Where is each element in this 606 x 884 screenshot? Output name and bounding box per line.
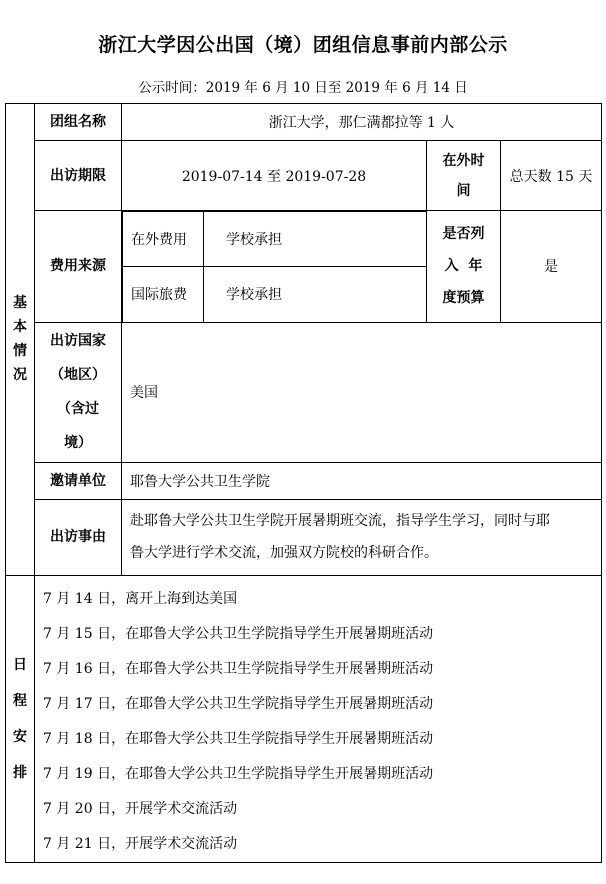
abroad-cost-label: 在外费用	[123, 212, 204, 267]
purpose-line-2: 鲁大学进行学术交流，加强双方院校的科研合作。	[130, 545, 438, 561]
inviter-label: 邀请单位	[35, 462, 122, 499]
abroad-time-value: 总天数 15 天	[501, 141, 602, 211]
period-value: 2019-07-14 至 2019-07-28	[122, 141, 427, 211]
travel-cost-value: 学校承担	[204, 267, 427, 322]
purpose-label: 出访事由	[35, 499, 122, 575]
row-country	[6, 322, 602, 462]
row-schedule	[6, 575, 602, 862]
row-inviter	[6, 462, 602, 499]
country-label: 出访国家 （地区） （含过 境）	[35, 322, 122, 462]
row-purpose	[6, 499, 602, 575]
group-name-value: 浙江大学，那仁满都拉等 1 人	[122, 104, 602, 141]
schedule-item: 7 月 21 日，开展学术交流活动	[43, 835, 238, 852]
country-value: 美国	[122, 322, 602, 462]
schedule-item: 7 月 17 日，在耶鲁大学公共卫生学院指导学生开展暑期班活动	[43, 695, 434, 712]
schedule-item: 7 月 15 日，在耶鲁大学公共卫生学院指导学生开展暑期班活动	[43, 625, 434, 642]
row-group	[6, 104, 602, 141]
info-table	[5, 103, 602, 863]
section-schedule-label: 日 程 安 排	[6, 575, 35, 862]
schedule-item: 7 月 20 日，开展学术交流活动	[43, 800, 238, 817]
group-name-label: 团组名称	[35, 104, 122, 141]
period-label: 出访期限	[35, 141, 122, 211]
page-title: 浙江大学因公出国（境）团组信息事前内部公示	[98, 34, 508, 56]
budget-value: 是	[501, 211, 602, 323]
travel-cost-label: 国际旅费	[123, 267, 204, 322]
abroad-cost-value: 学校承担	[204, 212, 427, 267]
schedule-item: 7 月 18 日，在耶鲁大学公共卫生学院指导学生开展暑期班活动	[43, 730, 434, 747]
section-basic-label: 基 本 情 况	[6, 104, 35, 576]
inviter-value: 耶鲁大学公共卫生学院	[122, 462, 602, 499]
row-period	[6, 141, 602, 211]
notice-period: 公示时间：2019 年 6 月 10 日至 2019 年 6 月 14 日	[138, 80, 468, 96]
schedule-item: 7 月 19 日，在耶鲁大学公共卫生学院指导学生开展暑期班活动	[43, 765, 434, 782]
schedule-item: 7 月 14 日，离开上海到达美国	[43, 590, 238, 607]
purpose-line-1: 赴耶鲁大学公共卫生学院开展暑期班交流，指导学生学习，同时与耶	[130, 513, 550, 529]
funding-label: 费用来源	[35, 211, 122, 323]
abroad-time-label: 在外时 间	[427, 141, 501, 211]
schedule-item: 7 月 16 日，在耶鲁大学公共卫生学院指导学生开展暑期班活动	[43, 660, 434, 677]
purpose-value	[122, 499, 602, 575]
budget-label: 是否列 入 年 度预算	[427, 211, 501, 323]
row-funding	[6, 211, 602, 323]
schedule-list	[35, 575, 602, 862]
funding-detail	[122, 211, 427, 323]
